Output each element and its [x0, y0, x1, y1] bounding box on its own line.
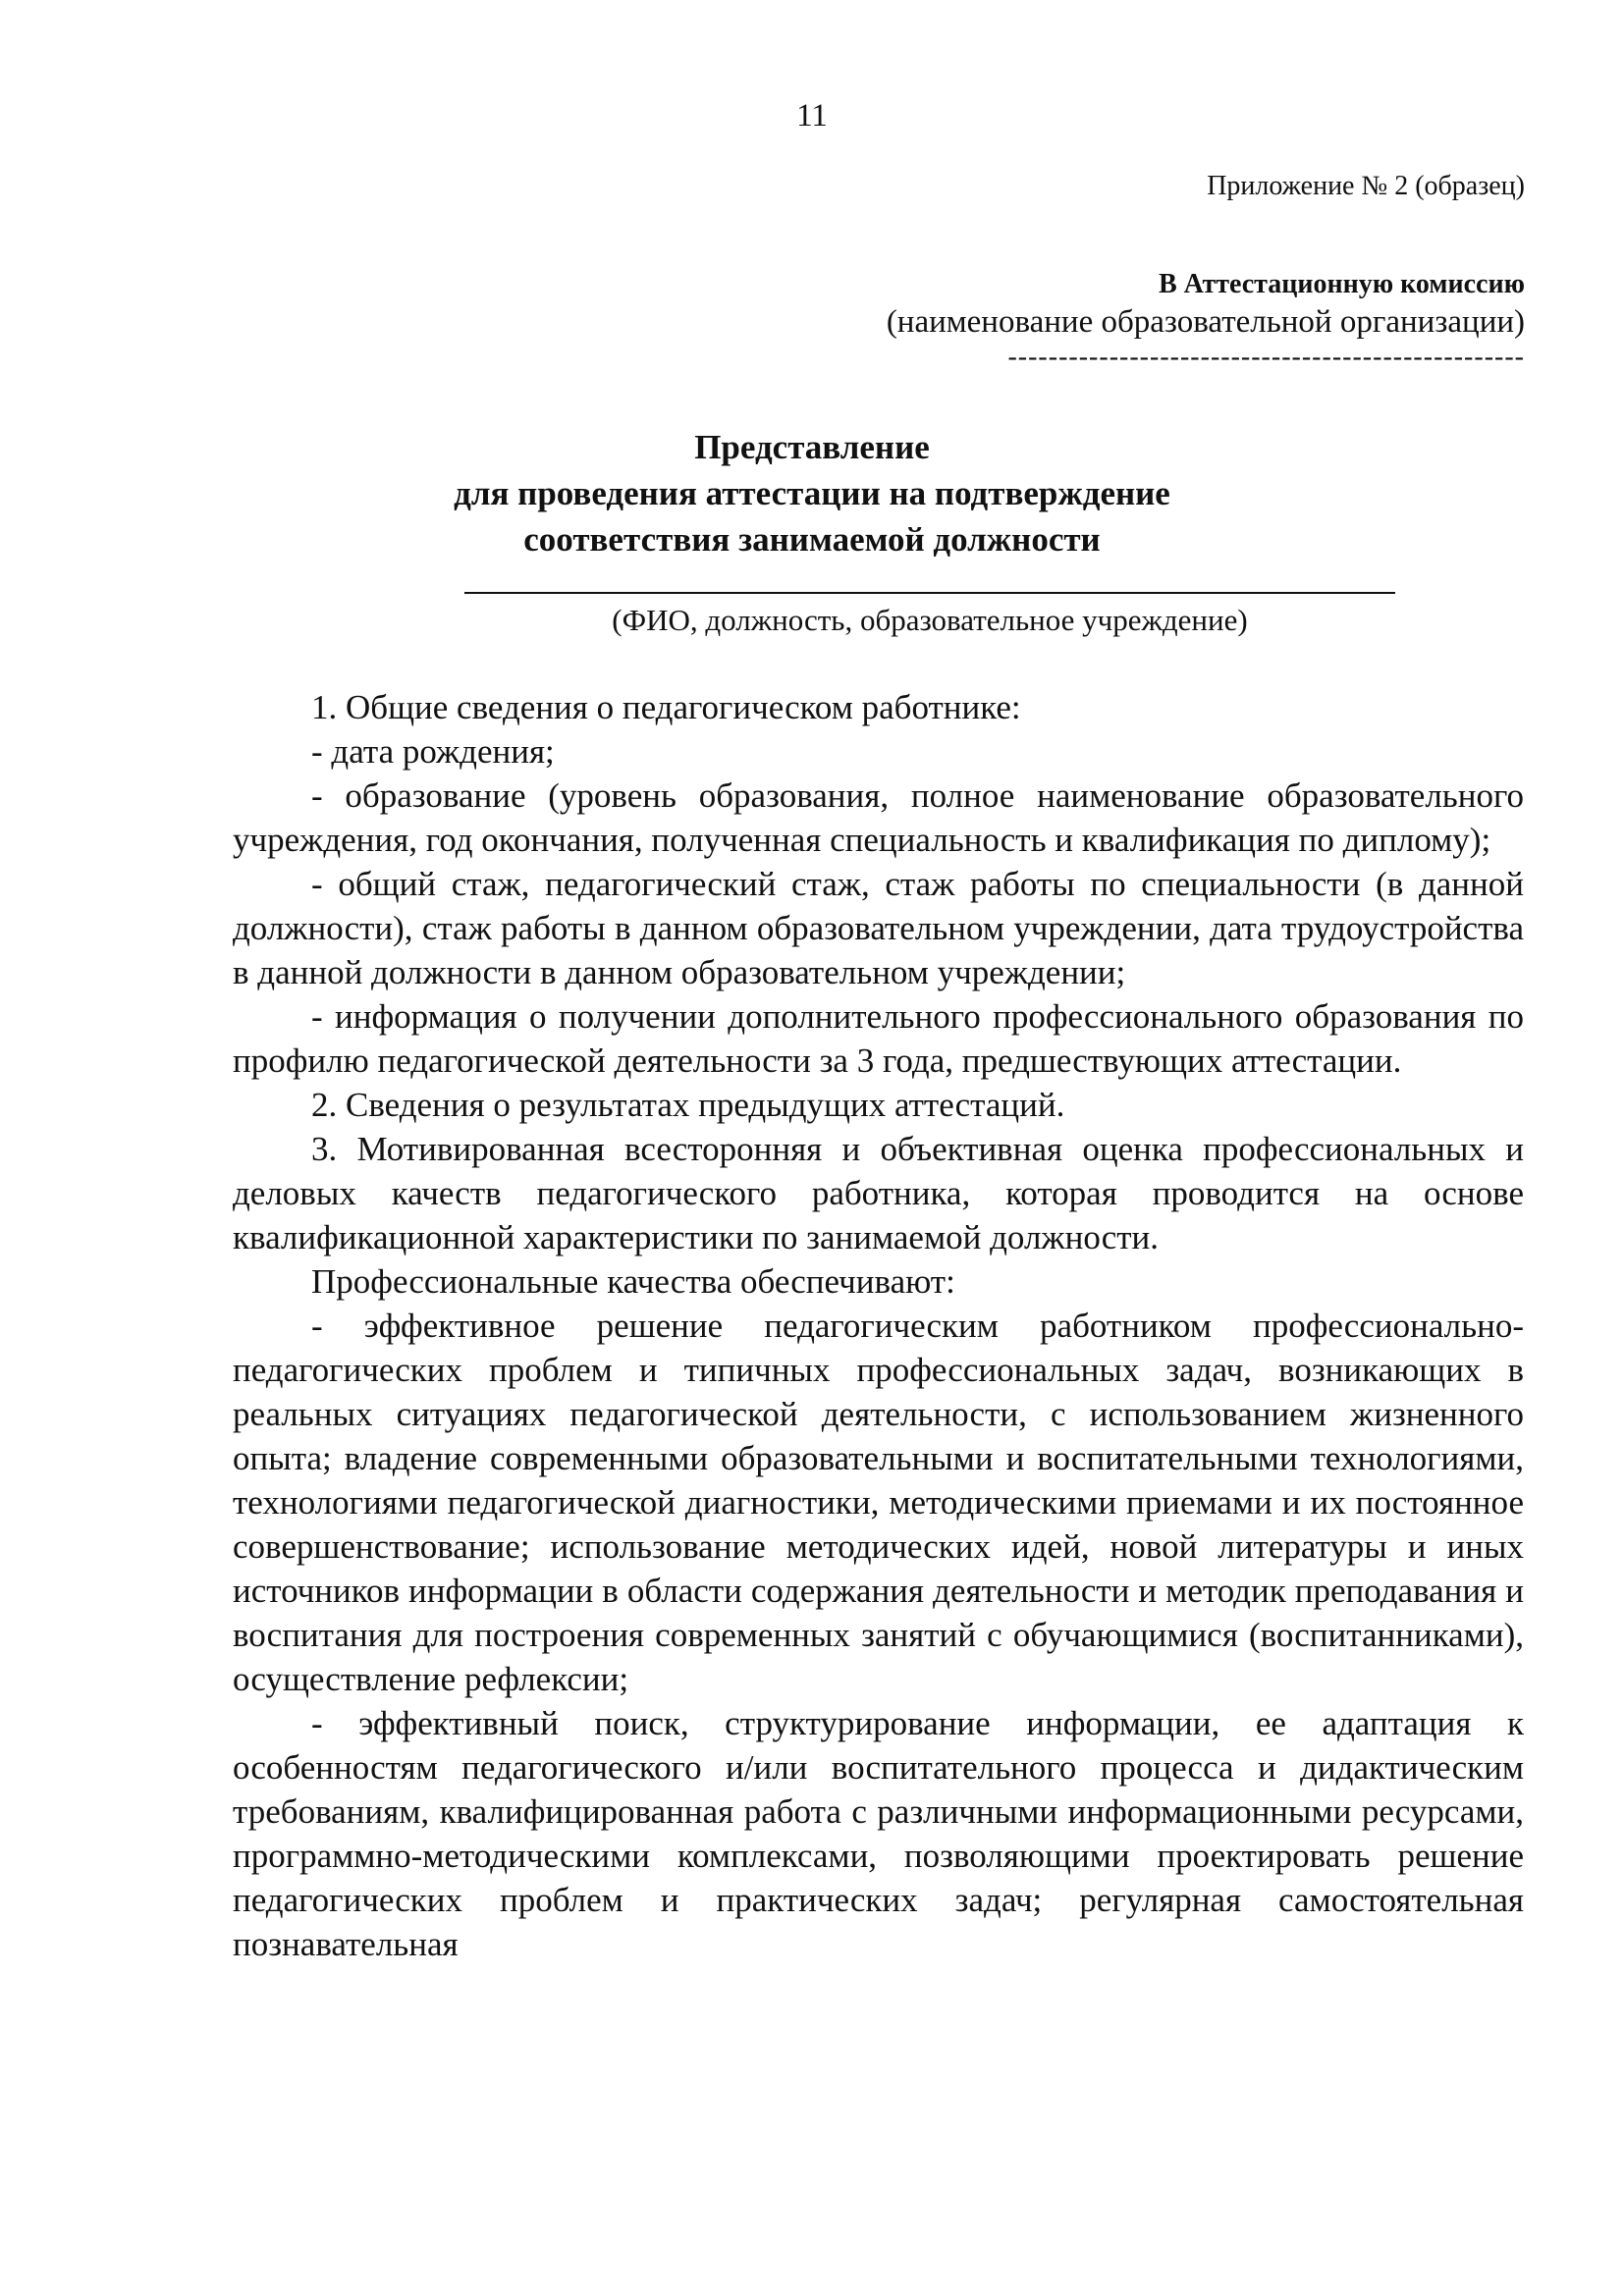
signature-dash-line: --------------------------------------------------- — [1007, 342, 1525, 372]
addressee: В Аттестационную комиссию — [1158, 269, 1525, 299]
paragraph-previous-attestations: 2. Сведения о результатах предыдущих аттестаций. — [311, 1086, 1065, 1124]
fio-caption: (ФИО, должность, образовательное учреждение) — [612, 603, 1248, 637]
paragraph-effective-search: - эффективный поиск, структурирование информации, ее адаптация к особенностям педагогического и/или воспитательного процесса и дидактическим требованиям, квалифицированная работа с различными информационными ресурсами, программно-методическими комплексами, позволяющими проектировать решение педагогических проблем и практических задач; регулярная самостоятельная познавательная — [233, 1704, 1524, 1963]
organization-caption: (наименование образовательной организации) — [886, 304, 1525, 340]
title-line-1: Представление — [694, 428, 930, 466]
title-line-3: соответствия занимаемой должности — [523, 520, 1101, 559]
document-body — [233, 685, 1524, 1966]
paragraph-effective-solution: - эффективное решение педагогическим работником профессионально-педагогических проблем и типичных профессиональных задач, возникающих в реальных ситуациях педагогической деятельности, с использованием жизненного опыта; владение современными образовательными и воспитательными технологиями, технологиями педагогической диагностики, методическими приемами и их постоянное совершенствование; использование методических идей, новой литературы и иных источников информации в области содержания деятельности и методик преподавания и воспитания для построения современных занятий с обучающимися (воспитанниками), осуществление рефлексии; — [233, 1307, 1524, 1698]
paragraph-experience: - общий стаж, педагогический стаж, стаж работы по специальности (в данной должности), стаж работы в данном образовательном учреждении, дата трудоустройства в данной должности в данном образовательном учреждении; — [233, 865, 1524, 991]
paragraph-education: - образование (уровень образования, полное наименование образовательного учреждения, год окончания, полученная специальность и квалификация по диплому); — [233, 776, 1524, 859]
paragraph-assessment: 3. Мотивированная всесторонняя и объективная оценка профессиональных и деловых качеств педагогического работника, которая проводится на основе квалификационной характеристики по занимаемой должности. — [233, 1130, 1524, 1256]
title-line-2: для проведения аттестации на подтверждение — [454, 474, 1170, 512]
annex-label: Приложение № 2 (образец) — [1207, 171, 1525, 201]
paragraph-birth-date: - дата рождения; — [311, 732, 555, 771]
document-title — [0, 424, 1624, 562]
paragraph-professional-qualities: Профессиональные качества обеспечивают: — [311, 1262, 955, 1301]
page-number: 11 — [796, 98, 828, 133]
paragraph-general-info: 1. Общие сведения о педагогическом работнике: — [311, 688, 1021, 726]
paragraph-additional-education: - информация о получении дополнительного профессионального образования по профилю педагогической деятельности за 3 года, предшествующих аттестации. — [233, 997, 1524, 1080]
fio-blank-line — [464, 592, 1395, 594]
